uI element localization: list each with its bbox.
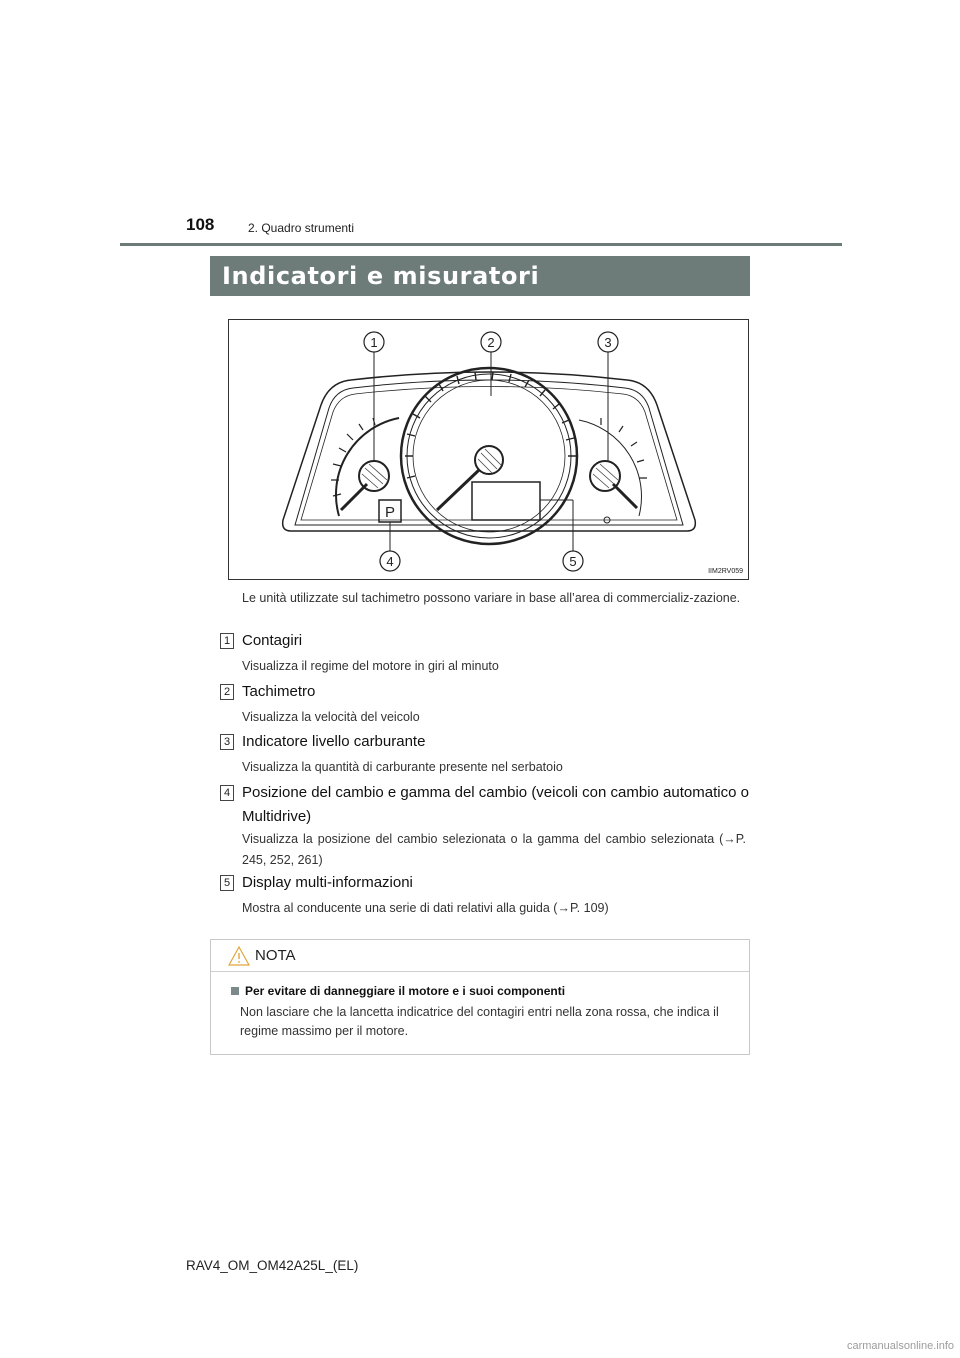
item-number-1: 1 <box>220 633 234 649</box>
callout-4: 4 <box>386 554 394 569</box>
note-label: NOTA <box>255 947 296 964</box>
item-desc-5: Mostra al conducente una serie di dati relativi alla guida (→P. 109) <box>242 901 609 915</box>
callout-5: 5 <box>569 554 577 569</box>
note-subtitle <box>231 984 565 998</box>
cluster-illustration <box>229 320 748 579</box>
figure-caption: Le unità utilizzate sul tachimetro possono variare in base all’area di commercializ-zazione. <box>242 591 741 605</box>
note-box <box>210 939 750 1055</box>
item-title-1: Contagiri <box>242 632 303 649</box>
square-bullet-icon <box>231 987 239 995</box>
item-number-4: 4 <box>220 785 234 801</box>
page-number: 108 <box>186 215 215 234</box>
item-desc-1: Visualizza il regime del motore in giri al minuto <box>242 659 499 673</box>
note-divider <box>211 971 749 972</box>
item-number-3: 3 <box>220 734 234 750</box>
instrument-cluster-figure <box>228 319 749 580</box>
note-text: Non lasciare che la lancetta indicatrice del contagiri entri nella zona rossa, che indica il regime massimo per il motore. <box>240 1005 719 1038</box>
watermark: carmanualsonline.info <box>846 1340 954 1352</box>
footer-code: RAV4_OM_OM42A25L_(EL) <box>186 1258 359 1273</box>
item-number-5: 5 <box>220 875 234 891</box>
gear-letter: P <box>384 504 396 521</box>
callout-2: 2 <box>487 335 495 350</box>
item-title-2: Tachimetro <box>242 683 316 700</box>
note-subtitle-text: Per evitare di danneggiare il motore e i suoi componenti <box>245 984 566 998</box>
item-desc-4: Visualizza la posizione del cambio selezionata o la gamma del cambio selezionata (→P. 245, 252, 261) <box>242 832 746 867</box>
item-title-4: Posizione del cambio e gamma del cambio (veicoli con cambio automatico o Multidrive) <box>242 784 749 825</box>
item-desc-3: Visualizza la quantità di carburante presente nel serbatoio <box>242 760 563 774</box>
callout-3: 3 <box>604 335 612 350</box>
page-title: Indicatori e misuratori <box>210 256 750 296</box>
warning-triangle-icon <box>228 946 250 966</box>
item-title-3: Indicatore livello carburante <box>242 733 426 750</box>
item-title-5: Display multi-informazioni <box>242 874 413 891</box>
header-rule <box>120 243 842 246</box>
callout-1: 1 <box>370 335 378 350</box>
section-title: 2. Quadro strumenti <box>248 221 355 235</box>
item-number-2: 2 <box>220 684 234 700</box>
figure-code: IIM2RV059 <box>708 568 743 575</box>
item-desc-2: Visualizza la velocità del veicolo <box>242 710 420 724</box>
